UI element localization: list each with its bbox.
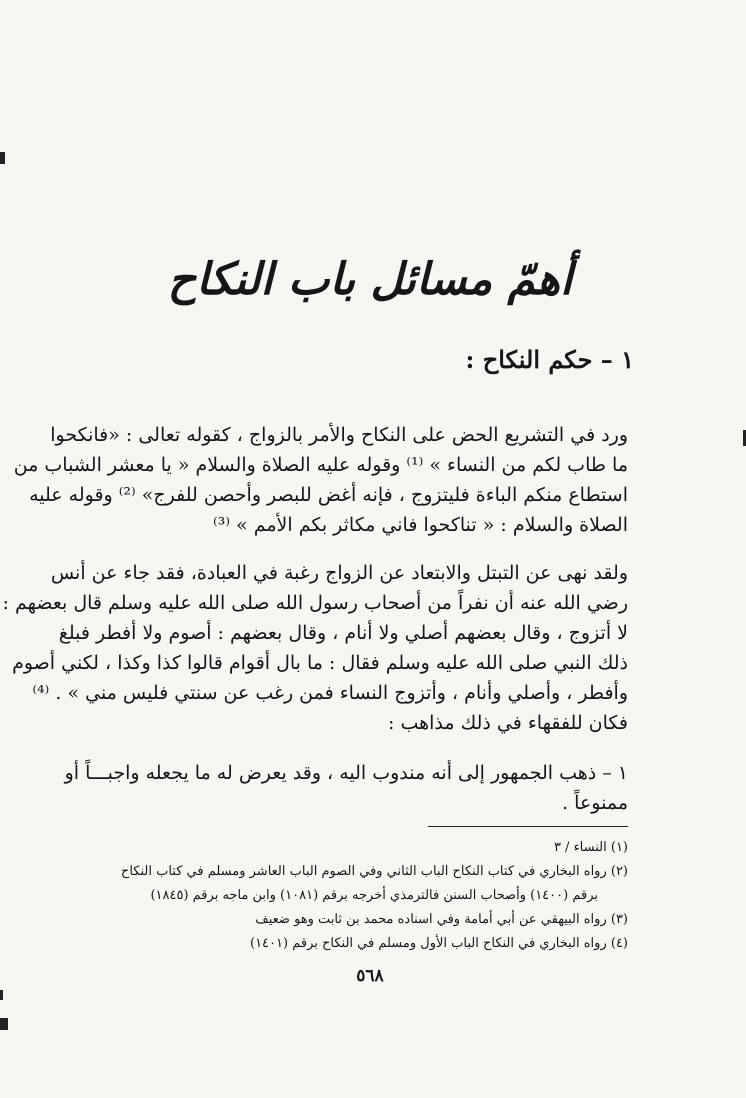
paragraph-line: رضي الله عنه أن نفراً من أصحاب رسول الله صلى الله عليه وسلم قال بعضهم : bbox=[2, 592, 628, 614]
scan-edge-mark-bottom-left bbox=[0, 1018, 8, 1030]
paragraph-1 bbox=[13, 420, 628, 540]
paragraph-line: ما طاب لكم من النساء » ⁽¹⁾ وقوله عليه الصلاة والسلام « يا معشر الشباب من bbox=[13, 454, 628, 476]
paragraph-3 bbox=[64, 758, 628, 818]
footnotes bbox=[108, 836, 628, 956]
paragraph-line: وأفطر ، وأصلي وأنام ، وأتزوج النساء فمن رغب عن سنتي فليس مني » . ⁽⁴⁾ bbox=[32, 682, 628, 704]
paragraph-line: ورد في التشريع الحض على النكاح والأمر بالزواج ، كقوله تعالى : «فانكحوا bbox=[50, 424, 628, 446]
scan-edge-mark-bottom-left-2 bbox=[0, 990, 3, 1000]
section-heading: ١ – حكم النكاح : bbox=[465, 345, 634, 374]
footnote-2-continued: برقم (١٤٠٠) وأصحاب السنن فالترمذي أخرجه برقم (١٠٨١) وابن ماجه برقم (١٨٤٥) bbox=[150, 888, 598, 903]
paragraph-line: ممنوعاً . bbox=[562, 792, 628, 814]
paragraph-line: لا أتزوج ، وقال بعضهم أصلي ولا أنام ، وقال بعضهم : أصوم ولا أفطر فبلغ bbox=[58, 622, 628, 644]
footnote-2: (٢) رواه البخاري في كتاب النكاح الباب الثاني وفي الصوم الباب العاشر ومسلم في كتاب النكاح bbox=[120, 864, 628, 879]
footnote-3: (٣) رواه البيهقي عن أبي أمامة وفي اسناده محمد بن ثابت وهو ضعيف bbox=[255, 912, 628, 927]
paragraph-line: ١ – ذهب الجمهور إلى أنه مندوب اليه ، وقد يعرض له ما يجعله واجبـــاً أو bbox=[64, 762, 628, 784]
page-number: ٥٦٨ bbox=[356, 966, 384, 986]
scan-edge-mark-top-left bbox=[0, 152, 5, 164]
footnote-4: (٤) رواه البخاري في النكاح الباب الأول ومسلم في النكاح برقم (١٤٠١) bbox=[249, 936, 628, 951]
footnote-separator bbox=[428, 826, 628, 827]
paragraph-line: الصلاة والسلام : « تناكحوا فاني مكاثر بكم الأمم » ⁽³⁾ bbox=[213, 514, 628, 536]
chapter-title: أهمّ مسائل باب النكاح bbox=[167, 254, 573, 305]
footnote-1: (١) النساء / ٣ bbox=[553, 840, 628, 855]
paragraph-2 bbox=[2, 558, 628, 738]
paragraph-line: فكان للفقهاء في ذلك مذاهب : bbox=[388, 712, 628, 734]
paragraph-line: استطاع منكم الباءة فليتزوج ، فإنه أغض للبصر وأحصن للفرج» ⁽²⁾ وقوله عليه bbox=[29, 484, 628, 506]
paragraph-line: ولقد نهى عن التبتل والابتعاد عن الزواج رغبة في العبادة، فقد جاء عن أنس bbox=[50, 562, 628, 584]
paragraph-line: ذلك النبي صلى الله عليه وسلم فقال : ما بال أقوام قالوا كذا وكذا ، لكني أصوم bbox=[12, 652, 628, 674]
